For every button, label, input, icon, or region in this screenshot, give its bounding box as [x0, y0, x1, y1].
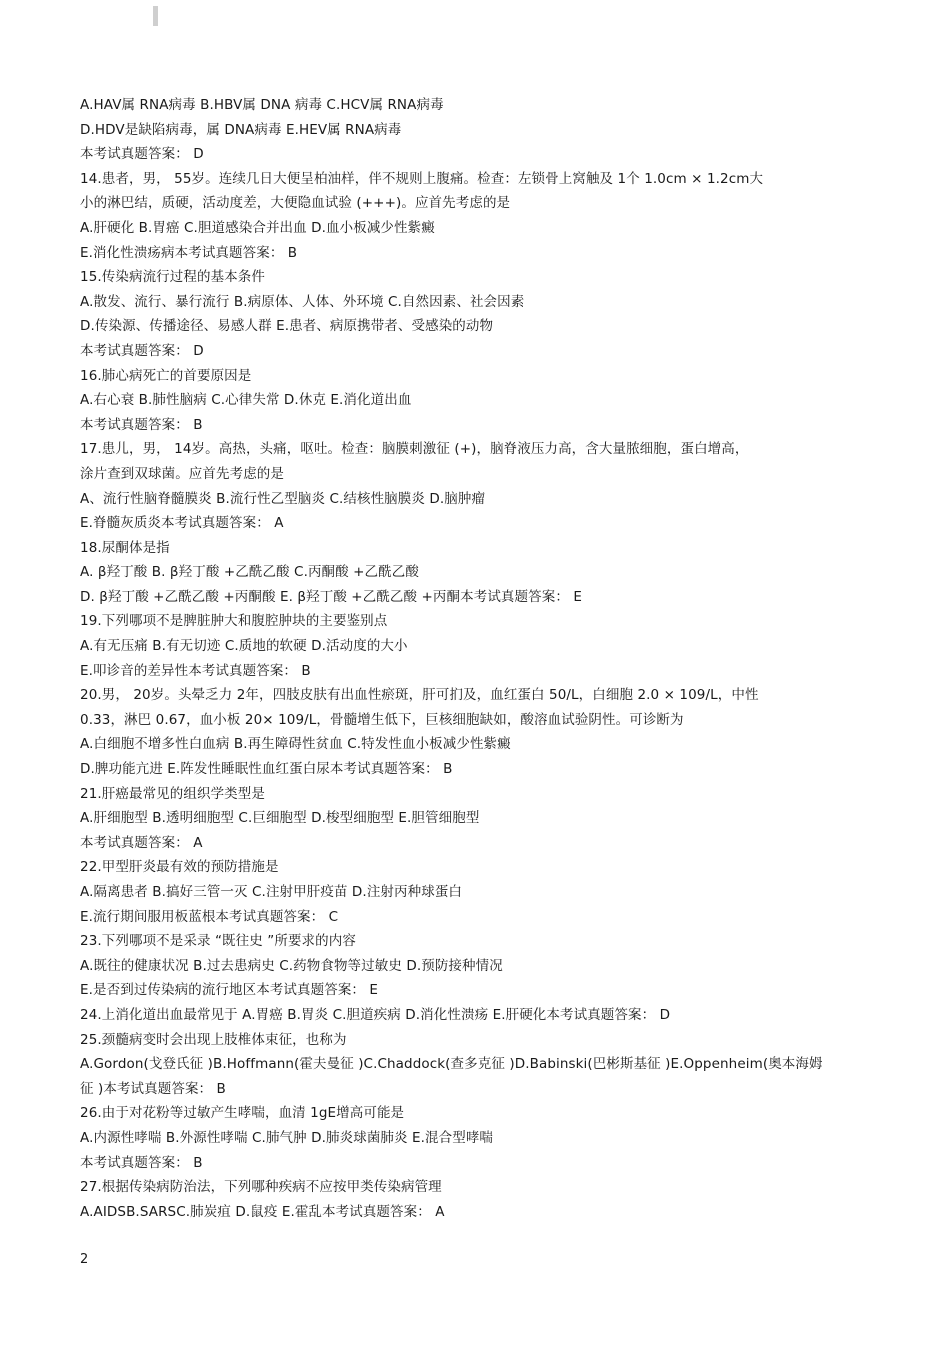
- options-line: A.隔离患者 B.搞好三管一灭 C.注射甲肝疫苗 D.注射丙种球蛋白: [80, 884, 463, 900]
- question-line: 16.肺心病死亡的首要原因是: [80, 367, 252, 384]
- question-line: 22.甲型肝炎最有效的预防措施是: [80, 859, 279, 876]
- answer-line: 本考试真题答案： B: [80, 1154, 203, 1171]
- text-line: 小的淋巴结，质硬，活动度差，大便隐血试验 (+++)。应首先考虑的是: [80, 195, 511, 212]
- answer-line: 本考试真题答案： D: [80, 342, 204, 359]
- answer-line: E.消化性溃疡病本考试真题答案： B: [80, 244, 298, 261]
- options-line: A.Gordon(戈登氏征 )B.Hoffmann(霍夫曼征 )C.Chaddock(查多克征 )D.Babinski(巴彬斯基征 )E.Oppenheim(奥本海姆: [80, 1056, 823, 1073]
- text-line: 涂片查到双球菌。应首先考虑的是: [80, 465, 284, 482]
- question-line: 19.下列哪项不是脾脏肿大和腹腔肿块的主要鉴别点: [80, 613, 388, 630]
- answer-line: 本考试真题答案： D: [80, 146, 204, 163]
- answer-line: E.流行期间服用板蓝根本考试真题答案： C: [80, 908, 339, 925]
- question-line: 27.根据传染病防治法，下列哪种疾病不应按甲类传染病管理: [80, 1179, 442, 1196]
- options-line: A.AIDSB.SARSC.肺炭疽 D.鼠疫 E.霍乱本考试真题答案： A: [80, 1203, 445, 1220]
- question-line: 26.由于对花粉等过敏产生哮喘，血清 1gE增高可能是: [80, 1105, 405, 1122]
- text-line: A.HAV属 RNA病毒 B.HBV属 DNA 病毒 C.HCV属 RNA病毒: [80, 97, 444, 113]
- question-line: 20.男， 20岁。头晕乏力 2年，四肢皮肤有出血性瘀斑，肝可扪及，血红蛋白 50/L，白细胞 2.0 × 109/L，中性: [80, 687, 759, 704]
- options-line: A. β羟丁酸 B. β羟丁酸 +乙酰乙酸 C.丙酮酸 +乙酰乙酸: [80, 564, 419, 581]
- options-line: A.肝硬化 B.胃癌 C.胆道感染合并出血 D.血小板减少性紫癜: [80, 219, 435, 236]
- answer-line: 本考试真题答案： B: [80, 416, 203, 433]
- answer-line: D.脾功能亢进 E.阵发性睡眠性血红蛋白尿本考试真题答案： B: [80, 761, 453, 778]
- answer-line: E.叩诊音的差异性本考试真题答案： B: [80, 662, 311, 679]
- question-line: 24.上消化道出血最常见于 A.胃癌 B.胃炎 C.胆道疾病 D.消化性溃疡 E.肝硬化本考试真题答案： D: [80, 1006, 671, 1023]
- options-line: D.传染源、传播途径、易感人群 E.患者、病原携带者、受感染的动物: [80, 318, 494, 335]
- answer-line: 征 )本考试真题答案： B: [80, 1080, 226, 1097]
- answer-line: E.脊髓灰质炎本考试真题答案： A: [80, 515, 284, 532]
- question-line: 14.患者，男， 55岁。连续几日大便呈柏油样，伴不规则上腹痛。检查：左锁骨上窝触及 1个 1.0cm × 1.2cm大: [80, 170, 764, 187]
- document-body: [80, 93, 875, 1224]
- answer-line: E.是否到过传染病的流行地区本考试真题答案： E: [80, 982, 379, 999]
- options-line: A.内源性哮喘 B.外源性哮喘 C.肺气肿 D.肺炎球菌肺炎 E.混合型哮喘: [80, 1129, 494, 1146]
- text-line: 0.33，淋巴 0.67，血小板 20× 109/L，骨髓增生低下，巨核细胞缺如，酸溶血试验阴性。可诊断为: [80, 711, 684, 728]
- question-line: 23.下列哪项不是采录 “既往史 ”所要求的内容: [80, 933, 356, 950]
- text-line: D.HDV是缺陷病毒，属 DNA病毒 E.HEV属 RNA病毒: [80, 121, 402, 138]
- answer-line: 本考试真题答案： A: [80, 834, 203, 851]
- question-line: 17.患儿，男， 14岁。高热，头痛，呕吐。检查：脑膜刺激征 (+)，脑脊液压力高，含大量脓细胞，蛋白增高，: [80, 441, 749, 458]
- options-line: A.既往的健康状况 B.过去患病史 C.药物食物等过敏史 D.预防接种情况: [80, 957, 503, 974]
- options-line: A.右心衰 B.肺性脑病 C.心律失常 D.休克 E.消化道出血: [80, 392, 412, 409]
- options-line: A.有无压痛 B.有无切迹 C.质地的软硬 D.活动度的大小: [80, 638, 408, 655]
- options-line: A.散发、流行、暴行流行 B.病原体、人体、外环境 C.自然因素、社会因素: [80, 293, 525, 310]
- question-line: 15.传染病流行过程的基本条件: [80, 269, 265, 286]
- options-line: A.肝细胞型 B.透明细胞型 C.巨细胞型 D.梭型细胞型 E.胆管细胞型: [80, 810, 480, 827]
- question-line: 21.肝癌最常见的组织学类型是: [80, 785, 265, 802]
- question-line: 18.尿酮体是指: [80, 539, 170, 556]
- options-line: A、流行性脑脊髓膜炎 B.流行性乙型脑炎 C.结核性脑膜炎 D.脑肿瘤: [80, 490, 486, 507]
- options-line: A.白细胞不增多性白血病 B.再生障碍性贫血 C.特发性血小板减少性紫癜: [80, 736, 511, 753]
- question-line: 25.颈髓病变时会出现上肢椎体束征，也称为: [80, 1031, 347, 1048]
- scan-artifact: [153, 6, 158, 26]
- options-line: D. β羟丁酸 +乙酰乙酸 +丙酮酸 E. β羟丁酸 +乙酰乙酸 +丙酮本考试真题答案： E: [80, 588, 582, 605]
- page-number: 2: [80, 1252, 89, 1267]
